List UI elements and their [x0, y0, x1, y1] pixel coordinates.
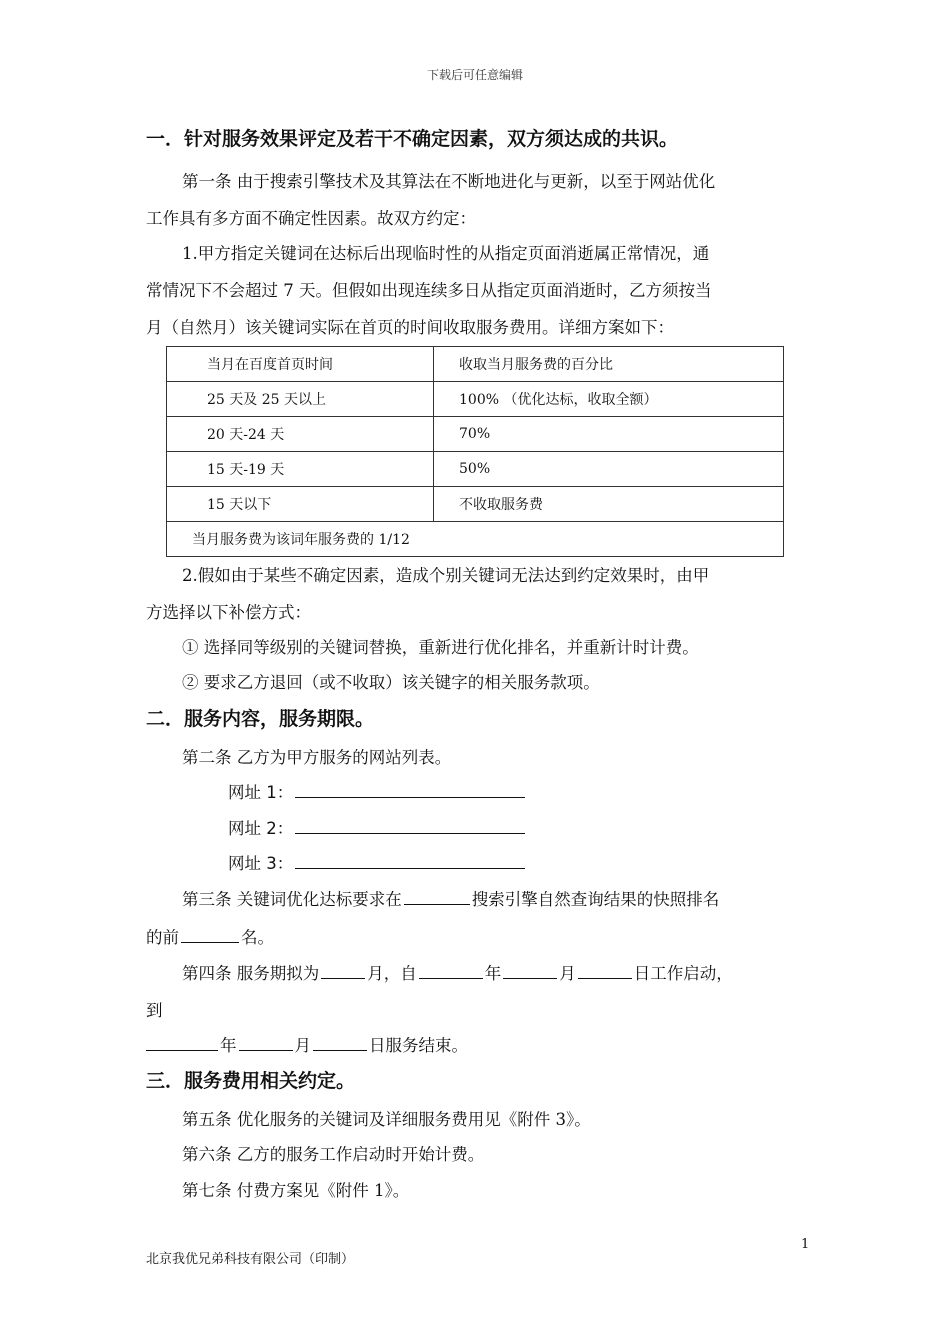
table-cell: 50% — [434, 452, 784, 487]
table-cell: 25 天及 25 天以上 — [167, 382, 434, 417]
url-1-row — [228, 779, 527, 803]
section-1-heading: 一．针对服务效果评定及若干不确定因素，双方须达成的共识。 — [146, 128, 679, 150]
end-year-blank — [146, 1049, 218, 1051]
url-2-row — [228, 815, 527, 839]
item-1-line-2: 常情况下不会超过 7 天。但假如出现连续多日从指定页面消逝时，乙方须按当 — [146, 281, 712, 300]
article-3-line-2 — [146, 924, 274, 948]
item-2-line-2: 方选择以下补偿方式： — [146, 603, 311, 622]
url-2-blank — [295, 832, 525, 834]
table-cell: 不收取服务费 — [434, 487, 784, 522]
url-1-label: 网址 1： — [228, 783, 294, 802]
table-cell: 15 天-19 天 — [167, 452, 434, 487]
article-3-text-b: 搜索引擎自然查询结果的快照排名 — [471, 890, 720, 909]
url-3-blank — [295, 867, 525, 869]
article-4-line-1 — [182, 960, 733, 984]
article-3-text-c: 的前 — [146, 928, 179, 947]
fee-table — [166, 346, 784, 557]
article-4-text-a: 第四条 服务期拟为 — [182, 964, 320, 983]
header-note: 下载后可任意编辑 — [426, 68, 523, 82]
url-2-label: 网址 2： — [228, 819, 294, 838]
item-1-line-1: 1.甲方指定关键词在达标后出现临时性的从指定页面消逝属正常情况，通 — [182, 244, 710, 263]
url-1-blank — [295, 796, 525, 798]
search-engine-blank — [404, 903, 470, 905]
table-row — [167, 382, 784, 417]
item-2-line-1: 2.假如由于某些不确定因素，造成个别关键词无法达到约定效果时，由甲 — [182, 566, 710, 585]
article-4-day-text: 日工作启动， — [633, 964, 733, 983]
table-cell: 70% — [434, 417, 784, 452]
article-4-year-text: 年 — [484, 964, 502, 983]
article-2: 第二条 乙方为甲方服务的网站列表。 — [182, 748, 452, 767]
start-day-blank — [578, 977, 632, 979]
table-cell: 20 天-24 天 — [167, 417, 434, 452]
table-cell: 100% （优化达标，收取全额） — [434, 382, 784, 417]
end-month-text: 月 — [294, 1036, 311, 1055]
start-year-blank — [419, 977, 483, 979]
end-month-blank — [239, 1049, 293, 1051]
footer-company: 北京我优兄弟科技有限公司（印制） — [146, 1252, 355, 1267]
end-day-blank — [313, 1049, 367, 1051]
article-4-month-text: 月，自 — [367, 964, 417, 983]
article-1-line-1: 第一条 由于搜索引擎技术及其算法在不断地进化与更新，以至于网站优化 — [182, 172, 716, 191]
article-4-to: 到 — [146, 1001, 163, 1020]
url-3-row — [228, 850, 527, 874]
section-3-heading: 三．服务费用相关约定。 — [146, 1070, 356, 1092]
article-7: 第七条 付费方案见《附件 1》。 — [182, 1181, 410, 1200]
page-number: 1 — [801, 1237, 810, 1252]
url-3-label: 网址 3： — [228, 854, 294, 873]
table-cell: 15 天以下 — [167, 487, 434, 522]
table-note-row — [167, 522, 784, 557]
section-2-heading: 二．服务内容，服务期限。 — [146, 708, 375, 730]
article-3-text-d: 名。 — [241, 928, 274, 947]
end-day-text: 日服务结束。 — [369, 1036, 468, 1055]
table-header-cell: 收取当月服务费的百分比 — [434, 347, 784, 382]
end-year-text: 年 — [220, 1036, 237, 1055]
table-header-cell: 当月在百度首页时间 — [167, 347, 434, 382]
rank-blank — [181, 941, 239, 943]
table-row — [167, 452, 784, 487]
start-month-blank — [503, 977, 557, 979]
article-4-line-3 — [146, 1032, 468, 1056]
article-1-line-2: 工作具有多方面不确定性因素。故双方约定： — [146, 209, 476, 228]
article-6: 第六条 乙方的服务工作启动时开始计费。 — [182, 1145, 485, 1164]
article-5: 第五条 优化服务的关键词及详细服务费用见《附件 3》。 — [182, 1110, 591, 1129]
table-row — [167, 487, 784, 522]
article-3-text-a: 第三条 关键词优化达标要求在 — [182, 890, 402, 909]
option-1: ① 选择同等级别的关键词替换，重新进行优化排名，并重新计时计费。 — [182, 638, 699, 657]
months-blank — [321, 977, 365, 979]
table-row — [167, 417, 784, 452]
option-2: ② 要求乙方退回（或不收取）该关键字的相关服务款项。 — [182, 673, 600, 692]
item-1-line-3: 月（自然月）该关键词实际在首页的时间收取服务费用。详细方案如下： — [146, 318, 674, 337]
article-3-line-1 — [182, 886, 719, 910]
table-header-row — [167, 347, 784, 382]
table-note: 当月服务费为该词年服务费的 1/12 — [167, 522, 784, 557]
article-4-month2-text: 月 — [559, 964, 576, 983]
